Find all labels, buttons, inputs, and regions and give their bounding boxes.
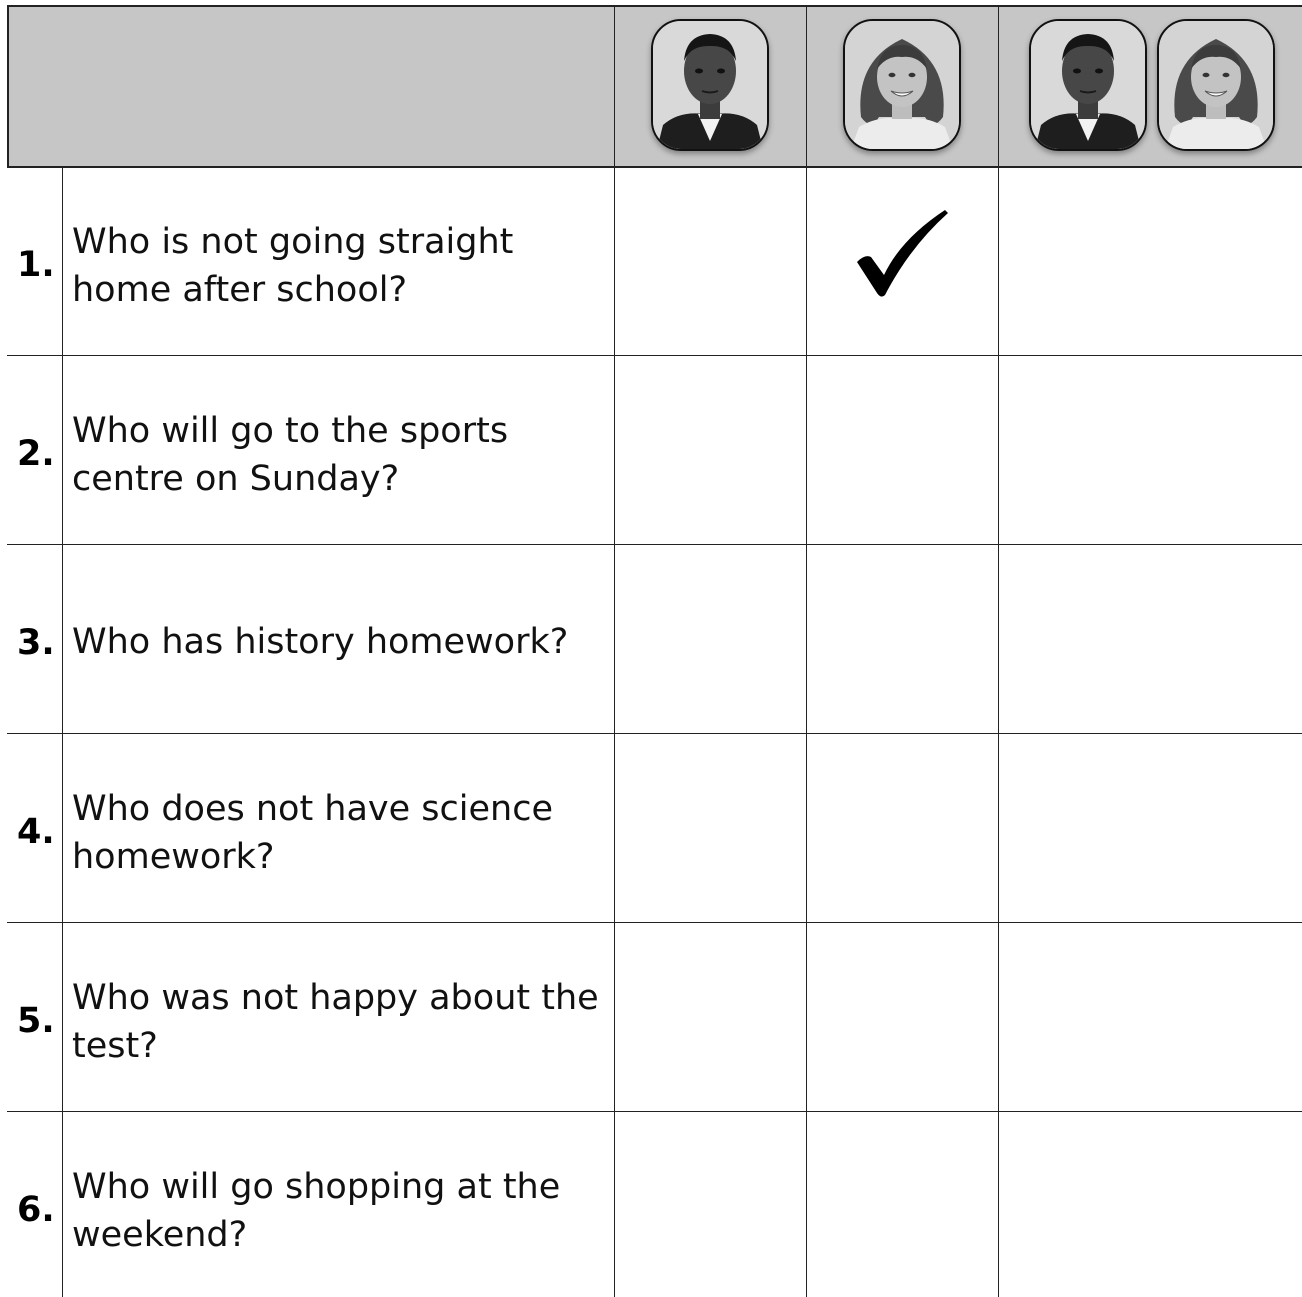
answer-cell[interactable] — [807, 734, 998, 922]
answer-cell[interactable] — [999, 734, 1302, 922]
answer-cell[interactable] — [999, 356, 1302, 544]
question-text: Who will go to the sports centre on Sunday? — [72, 411, 509, 500]
answer-cell[interactable] — [999, 168, 1302, 355]
row-number: 6. — [17, 1190, 55, 1230]
answer-cell[interactable] — [807, 545, 998, 733]
grid-divider — [62, 167, 63, 1297]
question-text: Who is not going straight home after school? — [72, 222, 514, 311]
question-text: Who will go shopping at the weekend? — [72, 1167, 561, 1256]
question-text: Who was not happy about the test? — [72, 978, 599, 1067]
answer-cell[interactable] — [615, 734, 806, 922]
row-number: 3. — [17, 623, 55, 663]
answer-cell[interactable] — [807, 356, 998, 544]
answer-cell[interactable] — [999, 923, 1302, 1111]
answer-cell[interactable] — [807, 923, 998, 1111]
checkmark-icon — [855, 207, 951, 303]
row-number: 4. — [17, 812, 55, 852]
boy-and-girl-photo-icon — [1029, 19, 1147, 151]
answer-cell[interactable] — [615, 545, 806, 733]
answer-cell[interactable] — [615, 923, 806, 1111]
answer-cell[interactable] — [999, 545, 1302, 733]
girl-photo-icon — [843, 19, 961, 151]
question-text: Who has history homework? — [72, 622, 569, 662]
answer-cell[interactable] — [615, 356, 806, 544]
answer-cell[interactable] — [615, 168, 806, 355]
answer-cell[interactable] — [807, 1112, 998, 1297]
answer-cell[interactable] — [615, 1112, 806, 1297]
girl-photo-icon — [1157, 19, 1275, 151]
grid-top-border — [7, 5, 1302, 7]
boy-photo-icon — [651, 19, 769, 151]
answer-cell[interactable] — [999, 1112, 1302, 1297]
row-number: 2. — [17, 434, 55, 474]
question-text: Who does not have science homework? — [72, 789, 553, 878]
row-number: 5. — [17, 1001, 55, 1041]
row-number: 1. — [17, 245, 55, 285]
grid-left-border — [7, 5, 9, 168]
